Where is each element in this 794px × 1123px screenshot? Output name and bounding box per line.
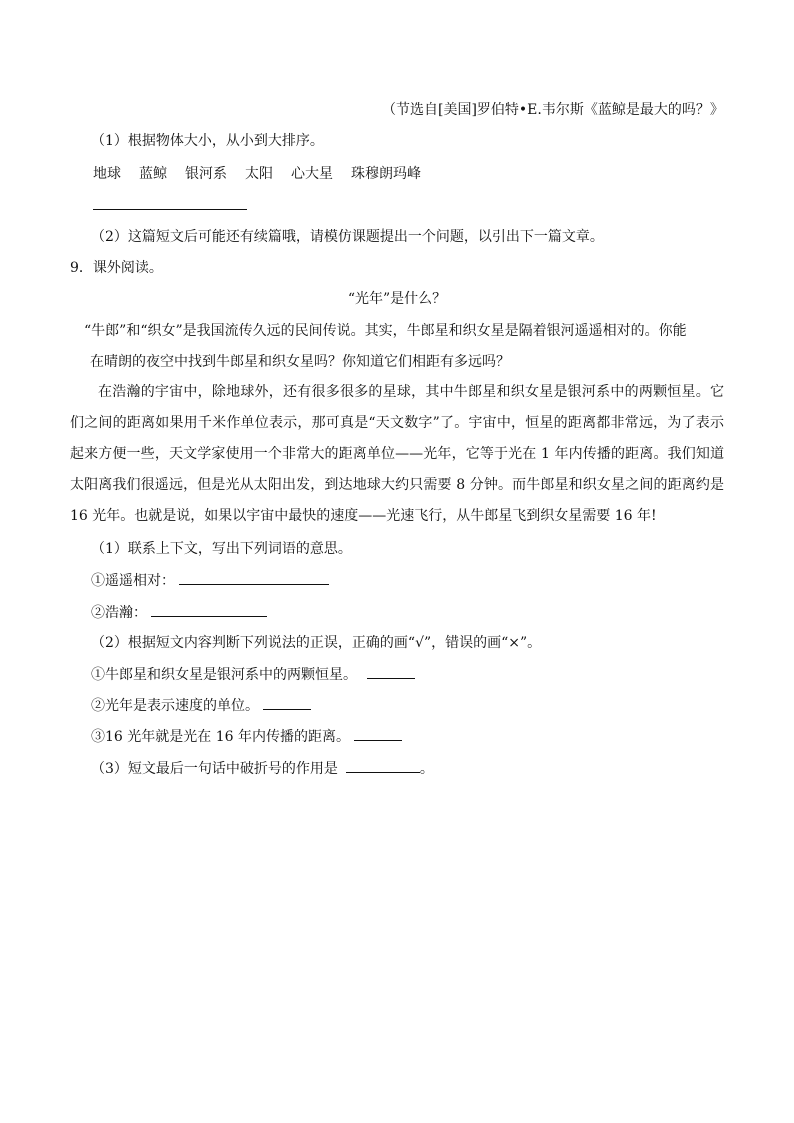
answer-blank[interactable] (354, 726, 402, 741)
answer-blank[interactable] (151, 602, 267, 617)
question-2-prompt: （2）这篇短文后可能还有续篇哦，请模仿课题提出一个问题，以引出下一篇文章。 (91, 229, 604, 245)
word-item: 太阳 (245, 166, 273, 182)
sub-question-2a (91, 664, 415, 685)
paragraph-1-line-1: “牛郎”和“织女”是我国流传久远的民间传说。其实，牛郎星和织女星是隔着银河遥遥相对的。你能 (84, 323, 687, 339)
word-list (93, 164, 421, 184)
sub-question-1a-label: ①遥遥相对： (91, 573, 175, 589)
word-item: 心大星 (291, 166, 333, 182)
question-1-prompt: （1）根据物体大小，从小到大排序。 (91, 133, 324, 149)
sub-question-2c (91, 726, 402, 747)
answer-blank[interactable] (346, 758, 420, 773)
answer-blank[interactable] (179, 570, 329, 585)
passage-title: “光年”是什么？ (347, 291, 447, 307)
sub-question-2b (91, 695, 311, 716)
sub-question-3-label: （3）短文最后一句话中破折号的作用是 (91, 761, 338, 777)
paragraph-1-line-2: 在晴朗的夜空中找到牛郎星和织女星吗？你知道它们相距有多远吗？ (90, 354, 510, 370)
word-item: 珠穆朗玛峰 (351, 166, 421, 182)
sub-question-2a-label: ①牛郎星和织女星是银河系中的两颗恒星。 (91, 667, 357, 683)
sub-question-3-end: 。 (419, 761, 434, 777)
sub-question-2c-label: ③16 光年就是光在 16 年内传播的距离。 (91, 729, 350, 745)
sub-question-2b-label: ②光年是表示速度的单位。 (91, 698, 259, 714)
source-citation: （节选自[美国]罗伯特•E.韦尔斯《蓝鲸是最大的吗？》 (382, 102, 724, 118)
sub-question-1: （1）联系上下文，写出下列词语的意思。 (91, 541, 352, 557)
sub-question-3 (91, 758, 434, 779)
word-item: 蓝鲸 (139, 166, 167, 182)
answer-blank-line[interactable] (93, 209, 247, 210)
question-9-heading: 9．课外阅读。 (70, 260, 163, 276)
sub-question-1a (91, 570, 329, 591)
word-item: 地球 (93, 166, 121, 182)
sub-question-2: （2）根据短文内容判断下列说法的正误，正确的画“√”，错误的画“×”。 (91, 635, 542, 651)
sub-question-1b-label: ②浩瀚： (91, 605, 147, 621)
answer-blank[interactable] (367, 664, 415, 679)
word-item: 银河系 (185, 166, 227, 182)
passage-paragraph-2: 在浩瀚的宇宙中，除地球外，还有很多很多的星球，其中牛郎星和织女星是银河系中的两颗恒星。它们之间的距离如果用千米作单位表示，那可真是“天文数字”了。宇宙中，恒星的距离都非常远，为了表示起来方便一些，天文学家使用一个非常大的距离单位——光年，它等于光在 1 年内传播的距离。我们知道太阳离我们很遥远，但是光从太阳出发，到达地球大约只需要 8 分钟。而牛郎星和织女星之间的距离约是 16 光年。也就是说，如果以宇宙中最快的速度——光速飞行，从牛郎星飞到织女星需要 16 年! (70, 384, 724, 524)
answer-blank[interactable] (263, 695, 311, 710)
sub-question-1b (91, 602, 267, 623)
passage-paragraph-1 (70, 316, 724, 378)
